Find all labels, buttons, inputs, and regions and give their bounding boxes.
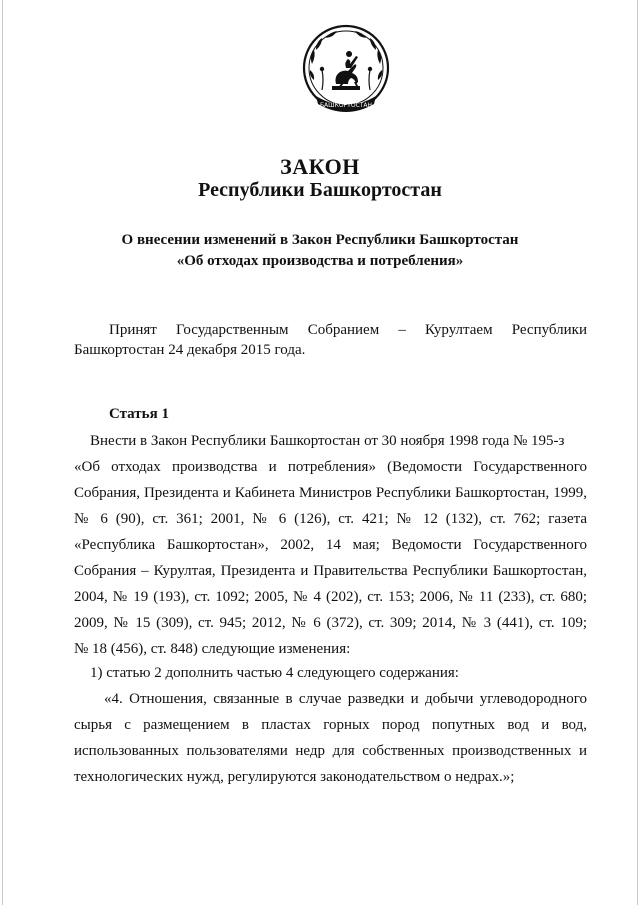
article-line: 1) статью 2 дополнить частью 4 следующего содержания:	[90, 665, 459, 681]
page-edge-left	[2, 0, 3, 905]
article-line: № 6 (90), ст. 361; 2001, № 6 (126), ст. 421; № 12 (132), ст. 762; газета	[74, 511, 587, 527]
law-subject-line-1: О внесении изменений в Закон Республики Башкортостан	[121, 232, 519, 248]
page-edge-right	[637, 0, 638, 905]
article-line: Собрания, Президента и Кабинета Министров Республики Башкортостан, 1999,	[74, 485, 587, 501]
article-line: «Республика Башкортостан», 2002, 14 мая; Ведомости Государственного	[74, 537, 587, 553]
law-subject-line-2: «Об отходах производства и потребления»	[176, 253, 464, 269]
adoption-statement-line-1: Принят Государственным Собранием – Курултаем Республики	[109, 322, 587, 338]
article-line: 2004, № 19 (193), ст. 1092; 2005, № 4 (202), ст. 153; 2006, № 11 (233), ст. 680;	[74, 589, 587, 605]
article-line: использованных пользователями недр для собственных производственных и	[74, 743, 587, 759]
article-line: «Об отходах производства и потребления» (Ведомости Государственного	[74, 459, 587, 475]
article-line: Внести в Закон Республики Башкортостан от 30 ноября 1998 года № 195-з	[90, 433, 565, 449]
emblem-ribbon-text: БАШКОРТОСТАН	[319, 102, 373, 109]
article-line: сырья с размещением в пластах горных пород попутных вод и вод,	[74, 717, 587, 733]
document-subtitle: Республики Башкортостан	[198, 179, 442, 201]
article-line: № 18 (456), ст. 848) следующие изменения:	[74, 641, 351, 657]
article-line: Собрания – Курултая, Президента и Правительства Республики Башкортостан,	[74, 563, 587, 579]
coat-of-arms-emblem	[302, 24, 390, 120]
adoption-statement-line-2: Башкортостан 24 декабря 2015 года.	[74, 342, 306, 358]
article-heading: Статья 1	[109, 406, 169, 422]
article-line: «4. Отношения, связанные в случае разведки и добычи углеводородного	[104, 691, 587, 707]
article-line: технологических нужд, регулируются законодательством о недрах.»;	[74, 769, 515, 785]
document-title: ЗАКОН	[280, 154, 360, 179]
article-line: 2009, № 15 (309), ст. 945; 2012, № 6 (372), ст. 309; 2014, № 3 (441), ст. 109;	[74, 615, 587, 631]
